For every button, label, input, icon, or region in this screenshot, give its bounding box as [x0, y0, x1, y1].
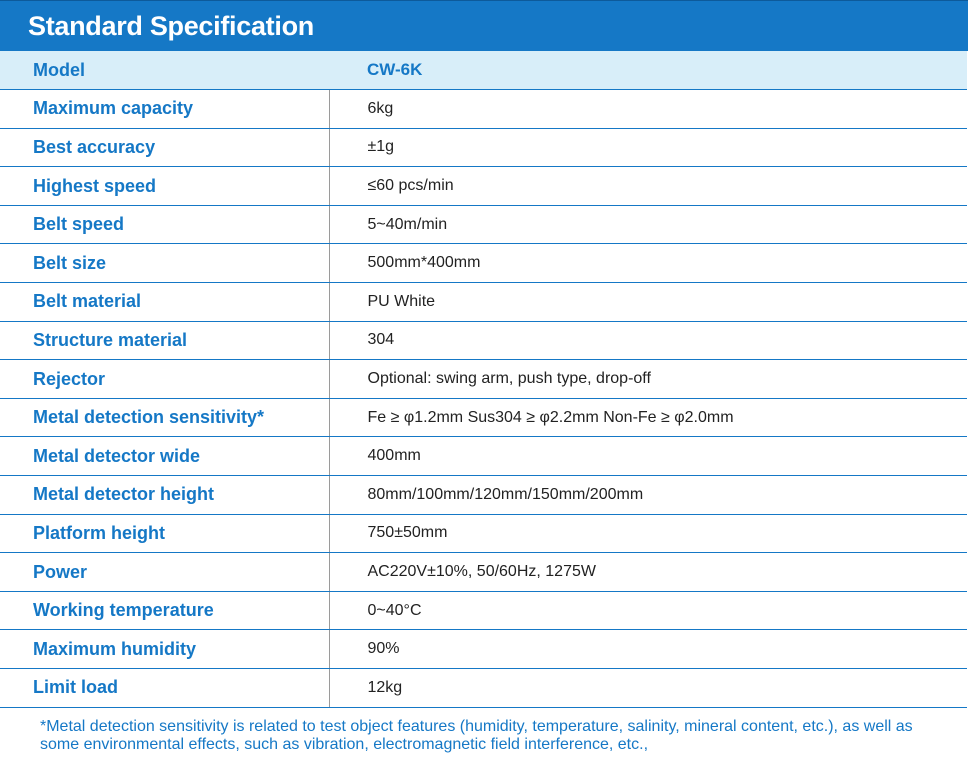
spec-row	[0, 630, 967, 669]
spec-value: 304	[329, 321, 967, 360]
spec-value: 500mm*400mm	[329, 244, 967, 283]
spec-label: Belt speed	[0, 205, 329, 244]
spec-value: 5~40m/min	[329, 205, 967, 244]
spec-row	[0, 90, 967, 129]
header-label: Model	[0, 51, 329, 90]
spec-label: Platform height	[0, 514, 329, 553]
spec-value: 6kg	[329, 90, 967, 129]
spec-row	[0, 360, 967, 399]
spec-value: 0~40°C	[329, 591, 967, 630]
spec-label: Metal detector height	[0, 476, 329, 515]
spec-value: 12kg	[329, 669, 967, 708]
spec-label: Maximum humidity	[0, 630, 329, 669]
spec-header-row	[0, 51, 967, 90]
spec-label: Power	[0, 553, 329, 592]
spec-value: Optional: swing arm, push type, drop-off	[329, 360, 967, 399]
spec-value: Fe ≥ φ1.2mm Sus304 ≥ φ2.2mm Non-Fe ≥ φ2.0mm	[329, 398, 967, 437]
spec-value: 90%	[329, 630, 967, 669]
spec-row	[0, 244, 967, 283]
spec-title: Standard Specification	[0, 0, 968, 51]
spec-value: AC220V±10%, 50/60Hz, 1275W	[329, 553, 967, 592]
spec-value: ≤60 pcs/min	[329, 167, 967, 206]
spec-row	[0, 205, 967, 244]
spec-value: PU White	[329, 283, 967, 322]
spec-row	[0, 591, 967, 630]
spec-value: 80mm/100mm/120mm/150mm/200mm	[329, 476, 967, 515]
spec-row	[0, 283, 967, 322]
spec-label: Belt material	[0, 283, 329, 322]
spec-row	[0, 398, 967, 437]
spec-label: Limit load	[0, 669, 329, 708]
spec-row	[0, 321, 967, 360]
spec-table	[0, 51, 967, 708]
header-value: CW-6K	[329, 51, 967, 90]
spec-row	[0, 669, 967, 708]
spec-row	[0, 514, 967, 553]
spec-row	[0, 128, 967, 167]
spec-label: Belt size	[0, 244, 329, 283]
footnote: *Metal detection sensitivity is related to test object features (humidity, temperature, salinity, mineral content, etc.), as well as some environmental effects, such as vibration, electromagnetic field interference, etc.,	[40, 717, 913, 753]
spec-row	[0, 167, 967, 206]
spec-label: Rejector	[0, 360, 329, 399]
spec-label: Best accuracy	[0, 128, 329, 167]
spec-row	[0, 476, 967, 515]
spec-value: ±1g	[329, 128, 967, 167]
spec-label: Working temperature	[0, 591, 329, 630]
spec-row	[0, 437, 967, 476]
spec-label: Metal detector wide	[0, 437, 329, 476]
spec-label: Structure material	[0, 321, 329, 360]
spec-row	[0, 553, 967, 592]
spec-label: Maximum capacity	[0, 90, 329, 129]
spec-label: Metal detection sensitivity*	[0, 398, 329, 437]
spec-value: 750±50mm	[329, 514, 967, 553]
spec-label: Highest speed	[0, 167, 329, 206]
spec-value: 400mm	[329, 437, 967, 476]
